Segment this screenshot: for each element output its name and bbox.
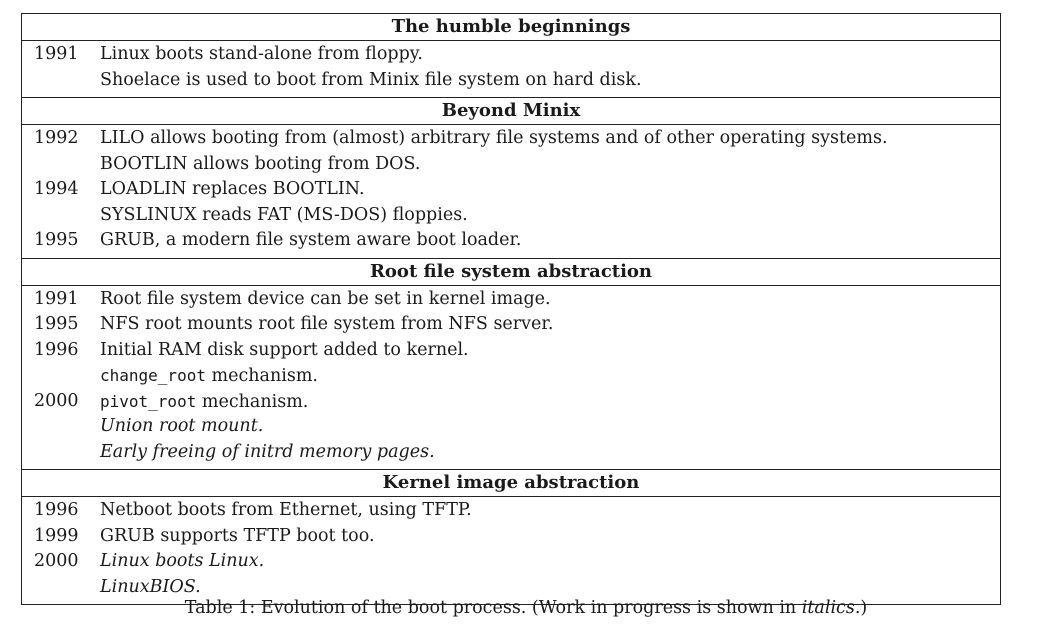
description-text: Initial RAM disk support added to kernel. bbox=[100, 339, 469, 360]
boot-evolution-table bbox=[21, 13, 1001, 605]
description-cell bbox=[100, 126, 1000, 152]
year-cell: 1995 bbox=[34, 314, 79, 334]
year-cell: 1991 bbox=[34, 288, 79, 309]
year-cell bbox=[22, 68, 100, 94]
description-text: GRUB supports TFTP boot too. bbox=[100, 525, 375, 546]
description-text: LOADLIN replaces BOOTLIN. bbox=[100, 179, 365, 199]
section-body bbox=[22, 497, 1000, 604]
year-cell: 1991 bbox=[34, 44, 79, 64]
year-cell: 2000 bbox=[34, 390, 79, 411]
description-cell bbox=[100, 440, 1000, 466]
table-caption bbox=[0, 598, 1052, 618]
table-row bbox=[22, 177, 1000, 203]
table-row bbox=[22, 524, 1000, 550]
description-text: mechanism. bbox=[196, 391, 309, 412]
caption-prefix: Table 1: Evolution of the boot process. (Work in progress is shown in bbox=[184, 598, 802, 618]
description-cell bbox=[100, 363, 1000, 389]
description-text: Root file system device can be set in kernel image. bbox=[100, 288, 551, 309]
section-heading: Root file system abstraction bbox=[22, 259, 1000, 286]
table-row bbox=[22, 338, 1000, 364]
section-heading: Beyond Minix bbox=[22, 98, 1000, 125]
description-cell bbox=[100, 389, 1000, 415]
year-cell: 1994 bbox=[34, 179, 79, 199]
table-row bbox=[22, 152, 1000, 178]
description-text: SYSLINUX reads FAT (MS-DOS) floppies. bbox=[100, 204, 468, 225]
description-text: mechanism. bbox=[205, 366, 318, 386]
table-row bbox=[22, 389, 1000, 415]
description-cell bbox=[100, 498, 1000, 524]
code-term: pivot_root bbox=[100, 391, 197, 411]
table-row bbox=[22, 68, 1000, 94]
description-cell bbox=[100, 524, 1000, 550]
year-cell: 1995 bbox=[34, 230, 79, 250]
table-row bbox=[22, 42, 1000, 68]
year-cell bbox=[22, 363, 100, 389]
description-cell bbox=[100, 549, 1000, 575]
table-row bbox=[22, 498, 1000, 524]
description-cell bbox=[100, 177, 1000, 203]
table-section bbox=[22, 470, 1000, 604]
table-section bbox=[22, 259, 1000, 471]
year-cell: 1996 bbox=[34, 500, 79, 520]
table-section bbox=[22, 14, 1000, 98]
year-cell: 1996 bbox=[34, 339, 79, 360]
year-cell: 1992 bbox=[34, 128, 79, 148]
description-cell bbox=[100, 338, 1000, 364]
description-cell bbox=[100, 42, 1000, 68]
year-cell: 2000 bbox=[34, 551, 79, 571]
year-cell bbox=[22, 440, 100, 466]
section-body bbox=[22, 286, 1000, 471]
section-body bbox=[22, 41, 1000, 98]
description-text: Linux boots stand-alone from floppy. bbox=[100, 44, 423, 64]
year-cell bbox=[22, 414, 100, 440]
description-cell bbox=[100, 203, 1000, 229]
table-row bbox=[22, 287, 1000, 313]
table-row bbox=[22, 549, 1000, 575]
year-cell bbox=[22, 152, 100, 178]
code-term: change_root bbox=[100, 366, 206, 385]
year-cell bbox=[22, 575, 100, 601]
table-row bbox=[22, 440, 1000, 466]
description-text: LILO allows booting from (almost) arbitrary file systems and of other operating systems. bbox=[100, 128, 888, 148]
year-cell bbox=[22, 203, 100, 229]
description-text: Union root mount. bbox=[100, 416, 264, 436]
table-section bbox=[22, 98, 1000, 259]
description-cell bbox=[100, 312, 1000, 338]
section-heading: The humble beginnings bbox=[22, 14, 1000, 41]
description-text: Netboot boots from Ethernet, using TFTP. bbox=[100, 500, 472, 520]
description-text: GRUB, a modern file system aware boot loader. bbox=[100, 230, 522, 250]
section-heading: Kernel image abstraction bbox=[22, 470, 1000, 497]
table-row bbox=[22, 363, 1000, 389]
description-text: Linux boots Linux. bbox=[100, 551, 265, 571]
description-cell bbox=[100, 152, 1000, 178]
table-row bbox=[22, 312, 1000, 338]
table-row bbox=[22, 228, 1000, 254]
table-row bbox=[22, 414, 1000, 440]
description-cell bbox=[100, 68, 1000, 94]
description-text: Early freeing of initrd memory pages. bbox=[100, 441, 435, 462]
description-text: Shoelace is used to boot from Minix file system on hard disk. bbox=[100, 69, 642, 90]
table-row bbox=[22, 575, 1000, 601]
caption-suffix: .) bbox=[854, 598, 868, 618]
table-row bbox=[22, 126, 1000, 152]
caption-italic-word: italics bbox=[801, 598, 855, 618]
description-text: LinuxBIOS. bbox=[100, 576, 201, 597]
description-text: NFS root mounts root file system from NFS server. bbox=[100, 314, 554, 334]
year-cell: 1999 bbox=[34, 525, 79, 546]
description-cell bbox=[100, 575, 1000, 601]
description-text: BOOTLIN allows booting from DOS. bbox=[100, 153, 421, 174]
table-row bbox=[22, 203, 1000, 229]
description-cell bbox=[100, 414, 1000, 440]
description-cell bbox=[100, 228, 1000, 254]
section-body bbox=[22, 125, 1000, 259]
description-cell bbox=[100, 287, 1000, 313]
